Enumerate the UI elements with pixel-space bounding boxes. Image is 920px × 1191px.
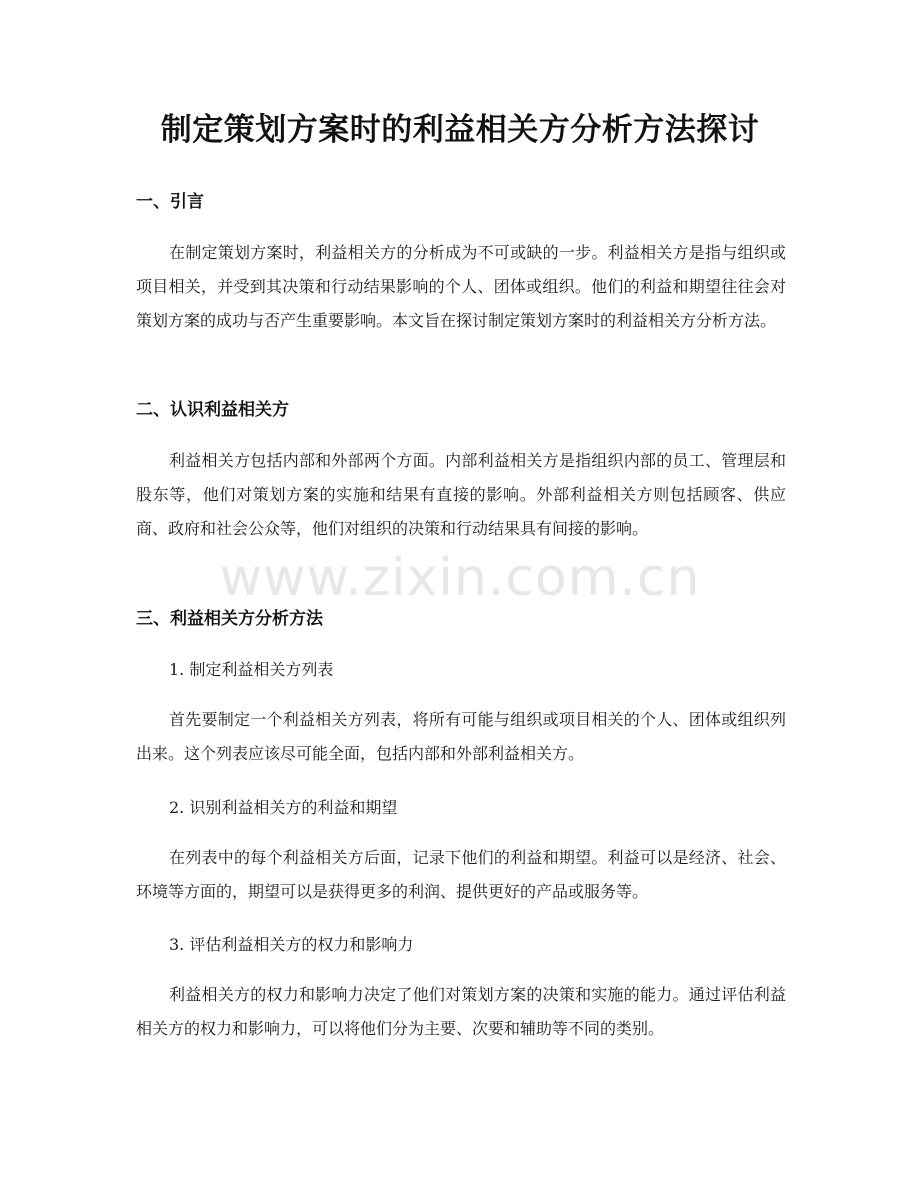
introduction-paragraph: 在制定策划方案时，利益相关方的分析成为不可或缺的一步。利益相关方是指与组织或项目相关，并受到其决策和行动结果影响的个人、团体或组织。他们的利益和期望往往会对策划方案的成功与否产生重要影响。本文旨在探讨制定策划方案时的利益相关方分析方法。 (136, 243, 786, 330)
method-item-paragraph: 利益相关方的权力和影响力决定了他们对策划方案的决策和实施的能力。通过评估利益相关方的权力和影响力，可以将他们分为主要、次要和辅助等不同的类别。 (136, 985, 786, 1038)
section-heading-introduction: 一、引言 (136, 192, 204, 212)
section-heading-methods: 三、利益相关方分析方法 (136, 609, 323, 629)
section-heading-stakeholders: 二、认识利益相关方 (136, 400, 289, 420)
stakeholders-paragraph: 利益相关方包括内部和外部两个方面。内部利益相关方是指组织内部的员工、管理层和股东等，他们对策划方案的实施和结果有直接的影响。外部利益相关方则包括顾客、供应商、政府和社会公众等，他们对组织的决策和行动结果具有间接的影响。 (136, 451, 786, 538)
method-item-label: 3. 评估利益相关方的权力和影响力 (169, 935, 414, 954)
method-item-paragraph: 首先要制定一个利益相关方列表，将所有可能与组织或项目相关的个人、团体或组织列出来。这个列表应该尽可能全面，包括内部和外部利益相关方。 (136, 710, 786, 763)
method-item-paragraph: 在列表中的每个利益相关方后面，记录下他们的利益和期望。利益可以是经济、社会、环境等方面的，期望可以是获得更多的利润、提供更好的产品或服务等。 (136, 848, 786, 901)
document-title: 制定策划方案时的利益相关方分析方法探讨 (160, 112, 760, 148)
watermark: www.zixin.com.cn (219, 548, 701, 608)
method-item-label: 1. 制定利益相关方列表 (169, 660, 334, 679)
method-item-label: 2. 识别利益相关方的利益和期望 (169, 798, 398, 817)
